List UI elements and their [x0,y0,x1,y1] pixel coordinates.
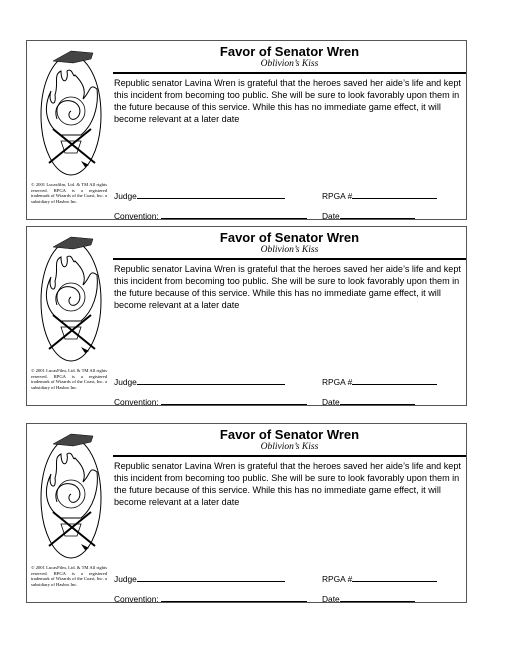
judge-signature-line[interactable] [137,190,285,199]
judge-field[interactable] [114,573,285,584]
rpga-number-line[interactable] [352,573,437,582]
date-label: Date [322,397,340,407]
certificate-body: Republic senator Lavina Wren is grateful that the heroes saved her aide’s life and kept this incident from becoming too public. She will be sure to look favorably upon them in the future because of this service. While this has no immediate game effect, it will become relevant at a later date [114,264,461,310]
rpga-field[interactable] [322,573,437,584]
certificate-title: Favor of Senator Wren [219,230,360,245]
certificate-subtitle: Oblivion’s Kiss [260,442,319,452]
jedi-emblem-icon [31,231,111,365]
certificate-subtitle: Oblivion’s Kiss [260,59,319,69]
judge-signature-line[interactable] [137,376,285,385]
jedi-emblem-icon [31,45,111,179]
convention-field[interactable] [114,593,307,604]
convention-line[interactable] [161,396,307,405]
judge-label: Judge [114,191,137,201]
rpga-field[interactable] [322,190,437,201]
rpga-label: RPGA # [322,191,353,201]
judge-label: Judge [114,377,137,387]
copyright-notice: © 2001 LucasFilm, Ltd. & TM All rights reserved. RPGA is a registered trademark of Wizards of the Coast, Inc. a subsidiary of Hasbro Inc. [31,368,107,390]
certificate-3 [26,423,467,603]
judge-field[interactable] [114,376,285,387]
judge-label: Judge [114,574,137,584]
rpga-label: RPGA # [322,377,353,387]
certificate-title: Favor of Senator Wren [219,427,360,442]
certificate-1 [26,40,467,220]
rpga-field[interactable] [322,376,437,387]
certificate-title: Favor of Senator Wren [219,44,360,59]
convention-line[interactable] [161,210,307,219]
judge-field[interactable] [114,190,285,201]
convention-field[interactable] [114,396,307,407]
certificate-subtitle: Oblivion’s Kiss [260,245,319,255]
rpga-number-line[interactable] [352,376,437,385]
rpga-number-line[interactable] [352,190,437,199]
certificate-body: Republic senator Lavina Wren is grateful that the heroes saved her aide’s life and kept this incident from becoming too public. She will be sure to look favorably upon them in the future because of this service. While this has no immediate game effect, it will become relevant at a later date [114,461,461,507]
rpga-label: RPGA # [322,574,353,584]
certificate-2 [26,226,467,406]
judge-signature-line[interactable] [137,573,285,582]
copyright-notice: © 2001 LucasFilm, Ltd. & TM All rights reserved. RPGA is a registered trademark of Wizards of the Coast, Inc. a subsidiary of Hasbro Inc. [31,565,107,587]
divider [113,72,466,74]
convention-line[interactable] [161,593,307,602]
certificate-body: Republic senator Lavina Wren is grateful that the heroes saved her aide’s life and kept this incident from becoming too public. She will be sure to look favorably upon them in the future because of this service. While this has no immediate game effect, it will become relevant at a later date [114,78,461,124]
date-field[interactable] [322,210,415,221]
date-label: Date [322,211,340,221]
convention-label: Convention: [114,397,159,407]
date-line[interactable] [340,396,415,405]
date-field[interactable] [322,396,415,407]
divider [113,258,466,260]
convention-field[interactable] [114,210,307,221]
convention-label: Convention: [114,211,159,221]
jedi-emblem-icon [31,428,111,562]
copyright-notice: © 2001 Lucasfilm, Ltd. & TM All rights reserved. RPGA is a registered trademark of Wizards of the Coast, Inc. a subsidiary of Hasbro Inc. [31,182,107,204]
date-line[interactable] [340,210,415,219]
date-label: Date [322,594,340,604]
date-line[interactable] [340,593,415,602]
divider [113,455,466,457]
convention-label: Convention: [114,594,159,604]
date-field[interactable] [322,593,415,604]
